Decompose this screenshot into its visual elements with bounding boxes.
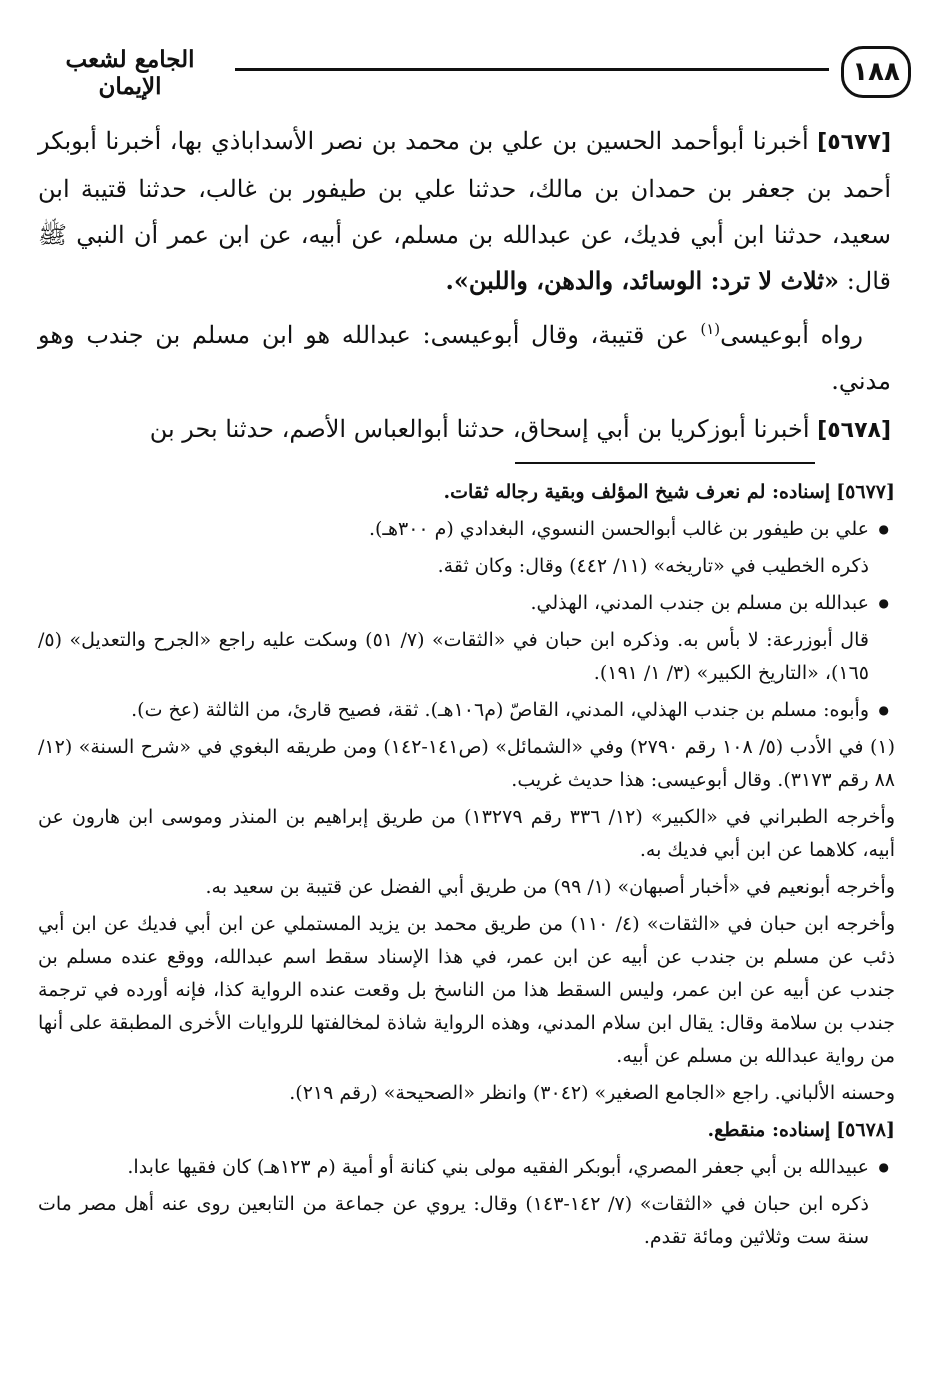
takhrij-paragraph: وأخرجه ابن حبان في «الثقات» (٤/ ١١٠) من طريق محمد بن يزيد المستملي عن ابن أبي فديك عن ابن أبي ذئب عن مسلم بن جندب عن أبيه عن ابن عمر، في هذا الإسناد سقط اسم عبدالله، ووقع عنده مسلم بن جندب عن أبيه عن ابن عمر، وليس السقط هذا من الناسخ بل وقعت عنده الرواية كذا، فإنه أورده في ترجمة جندب بن سلامة وقال: يقال ابن سلام المدني، وهذه الرواية شاذة لمخالفتها للروايات الأخرى المطبقة على أنها من رواية عبدالله بن مسلم عن أبيه. <box>38 913 895 1067</box>
note-heading-5678 <box>38 1114 895 1147</box>
page-header <box>30 40 900 110</box>
riwayah-text-b: عن قتيبة، وقال أبوعيسى: عبدالله هو ابن مسلم بن جندب وهو مدني. <box>38 321 891 395</box>
footnotes <box>38 476 895 1258</box>
note-number: [٥٦٧٨] <box>836 1119 895 1141</box>
narrator-detail: ذكره ابن حبان في «الثقات» (٧/ ١٤٢-١٤٣) وقال: يروي عن جماعة من التابعين روى عنه أهل مصر مات سنة ست وثلاثين ومائة تقدم. <box>38 1193 869 1248</box>
footnote-divider <box>515 462 815 464</box>
hadith-quote: «ثلاث لا ترد: الوسائد، والدهن، واللبن». <box>445 266 840 295</box>
narrator-note: ● عبيدالله بن أبي جعفر المصري، أبوبكر الفقيه مولى بني كنانة أو أمية (م ١٢٣هـ) كان فقيها عابدا. <box>38 1151 895 1184</box>
note-number: [٥٦٧٧] <box>836 481 895 503</box>
narrator-detail: ذكره الخطيب في «تاريخه» (١١/ ٤٤٢) وقال: وكان ثقة. <box>437 555 869 577</box>
footnote-1: (١) في الأدب (٥/ ١٠٨ رقم ٢٧٩٠) وفي «الشمائل» (ص١٤١-١٤٢) ومن طريقه البغوي في «شرح السنة» (١٢/ ٨٨ رقم ٣١٧٣). وقال أبوعيسى: هذا حديث غريب. <box>38 736 895 791</box>
hadith-number: [٥٦٧٧] <box>817 130 891 155</box>
hadith-number: [٥٦٧٨] <box>817 418 891 443</box>
hadith-text: أخبرنا أبوأحمد الحسين بن علي بن محمد بن نصر الأسداباذي بها، أخبرنا أبوبكر أحمد بن جعفر بن حمدان بن مالك، حدثنا علي بن طيفور بن غالب، حدثنا قتيبة ابن سعيد، حدثنا ابن أبي فديك، عن عبدالله بن مسلم، عن أبيه، عن ابن عمر أن النبي ﷺ قال: <box>38 127 891 295</box>
page-number: ١٨٨ <box>841 46 911 98</box>
hadith-5677 <box>38 118 891 304</box>
riwayah-text-a: رواه أبوعيسى <box>720 321 863 349</box>
hadith-5678 <box>38 406 891 454</box>
narrator-note: ● عبدالله بن مسلم بن جندب المدني، الهذلي. <box>38 587 895 620</box>
narrator-note: ● وأبوه: مسلم بن جندب الهذلي، المدني، القاصّ (م١٠٦هـ). ثقة، فصيح قارئ، من الثالثة (عخ ت). <box>38 694 895 727</box>
note-heading-5677 <box>38 476 895 509</box>
narrator-note: ● علي بن طيفور بن غالب أبوالحسن النسوي، البغدادي (م ٣٠٠هـ). <box>38 513 895 546</box>
main-text <box>38 118 891 456</box>
header-rule <box>235 68 829 71</box>
note-heading-text: إسناده: لم نعرف شيخ المؤلف وبقية رجاله ثقات. <box>443 481 831 503</box>
note-heading-text: إسناده: منقطع. <box>707 1119 831 1141</box>
riwayah-paragraph <box>38 306 891 404</box>
takhrij-paragraph: وأخرجه الطبراني في «الكبير» (١٢/ ٣٣٦ رقم ١٣٢٧٩) من طريق إبراهيم بن المنذر وموسى ابن هارون عن أبيه، كلاهما عن ابن أبي فديك به. <box>38 806 896 861</box>
footnote-ref: (١) <box>700 320 721 338</box>
narrator-detail: قال أبوزرعة: لا بأس به. وذكره ابن حبان في «الثقات» (٧/ ٥١) وسكت عليه راجع «الجرح والتعديل» (٥/ ١٦٥)، «التاريخ الكبير» (٣/ ١/ ١٩١). <box>38 629 869 684</box>
takhrij-paragraph: وحسنه الألباني. راجع «الجامع الصغير» (٣٠٤٢) وانظر «الصحيحة» (رقم ٢١٩). <box>289 1082 895 1104</box>
takhrij-paragraph: وأخرجه أبونعيم في «أخبار أصبهان» (١/ ٩٩) من طريق أبي الفضل عن قتيبة بن سعيد به. <box>205 876 895 898</box>
book-title: الجامع لشعب الإيمان <box>65 46 195 100</box>
hadith-text: أخبرنا أبوزكريا بن أبي إسحاق، حدثنا أبوالعباس الأصم، حدثنا بحر بن <box>149 415 810 443</box>
